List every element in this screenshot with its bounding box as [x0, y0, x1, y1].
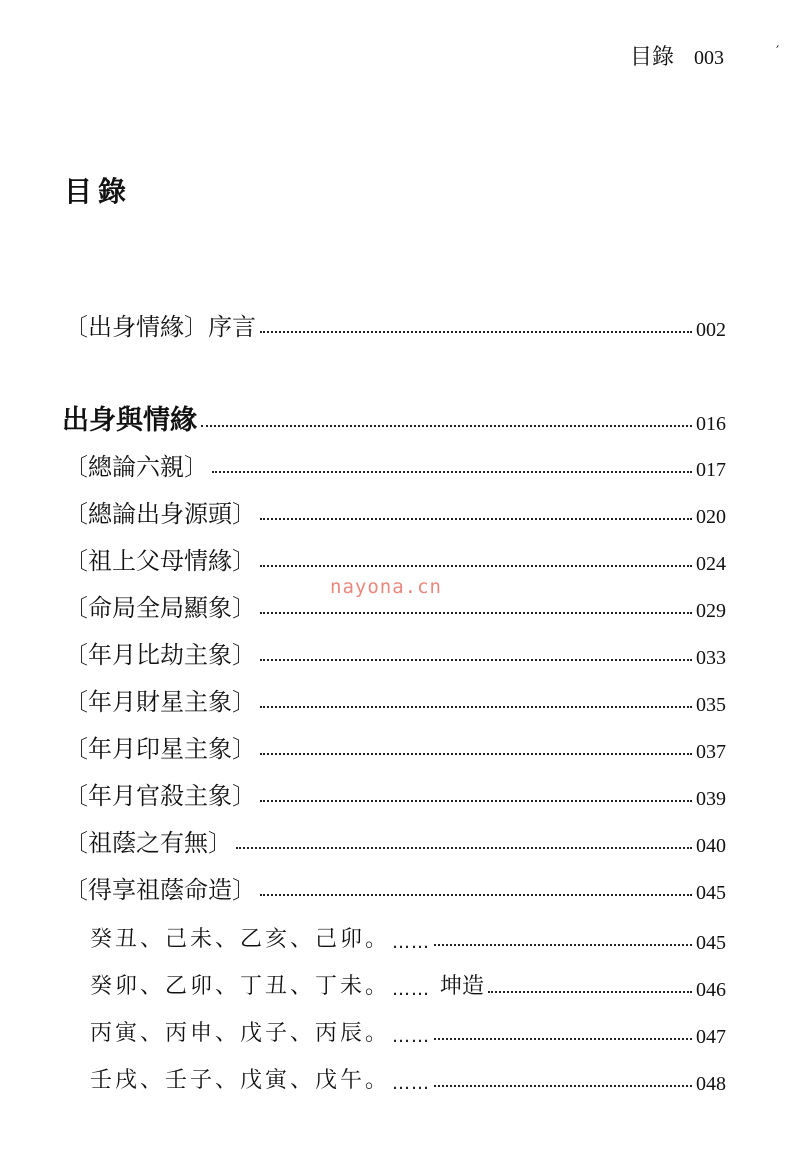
toc-entry-page: 040 [696, 835, 726, 857]
toc-subentry[interactable] [90, 966, 726, 1002]
toc-entry-page: 002 [696, 319, 726, 341]
toc-subentry[interactable] [90, 919, 726, 955]
toc-entry-page: 047 [696, 1026, 726, 1048]
toc-entry-page: 045 [696, 932, 726, 954]
toc-entry-page: 017 [696, 459, 726, 481]
toc-entry-page: 020 [696, 506, 726, 528]
toc-subentry-label: 癸丑、己未、乙亥、己卯。 [90, 927, 391, 952]
ellipsis-leader: …… [392, 1073, 431, 1094]
dot-leader [260, 706, 692, 708]
toc-entry-page: 046 [696, 979, 726, 1001]
dot-leader [434, 944, 692, 946]
dot-leader [260, 753, 692, 755]
toc-entry-section[interactable] [64, 540, 726, 576]
dot-leader [260, 800, 692, 802]
toc-entry-section[interactable] [64, 634, 726, 670]
dot-leader [236, 847, 692, 849]
toc-entry-section[interactable] [64, 728, 726, 764]
toc-entry-preface[interactable] [64, 306, 726, 342]
toc-subentry[interactable] [90, 1013, 726, 1049]
dot-leader [260, 659, 692, 661]
header-title: 目錄 [629, 45, 674, 70]
header-page-number: 003 [694, 47, 724, 69]
dot-leader [260, 518, 692, 520]
toc-entry-section[interactable] [64, 493, 726, 529]
corner-mark: ′ [776, 44, 780, 60]
toc-entry-label: 〔得享祖蔭命造〕 [64, 876, 256, 904]
toc-entry-page: 035 [696, 694, 726, 716]
toc-entry-page: 029 [696, 600, 726, 622]
toc-entry-chapter[interactable] [62, 400, 726, 436]
toc-entry-page: 016 [696, 413, 726, 435]
dot-leader [488, 991, 692, 993]
dot-leader [260, 612, 692, 614]
dot-leader [260, 894, 692, 896]
toc-subentry-suffix: 坤造 [440, 974, 485, 999]
dot-leader [201, 425, 692, 427]
running-header [630, 40, 724, 71]
toc-entry-section[interactable] [64, 775, 726, 811]
toc-entry-page: 037 [696, 741, 726, 763]
dot-leader [260, 565, 692, 567]
toc-entry-page: 048 [696, 1073, 726, 1095]
toc-entry-label: 〔出身情緣〕序言 [64, 313, 256, 341]
toc-entry-label: 〔祖蔭之有無〕 [64, 829, 232, 857]
toc-entry-page: 045 [696, 882, 726, 904]
ellipsis-leader: …… [392, 979, 431, 1000]
dot-leader [260, 331, 692, 333]
ellipsis-leader: …… [392, 1026, 431, 1047]
toc-title: 目錄 [64, 175, 133, 208]
toc-entry-section[interactable] [64, 446, 726, 482]
toc-entry-label: 〔總論出身源頭〕 [64, 500, 256, 528]
toc-subentry-label: 丙寅、丙申、戊子、丙辰。 [90, 1021, 391, 1046]
toc-entry-page: 024 [696, 553, 726, 575]
toc-entry-section[interactable] [64, 822, 726, 858]
toc-subentry-label: 癸卯、乙卯、丁丑、丁未。 [90, 974, 391, 999]
dot-leader [212, 471, 692, 473]
toc-entry-page: 033 [696, 647, 726, 669]
dot-leader [434, 1085, 692, 1087]
toc-entry-label: 〔年月印星主象〕 [64, 735, 256, 763]
toc-entry-section[interactable] [64, 869, 726, 905]
watermark: nayona.cn [330, 576, 442, 598]
toc-chapter-label: 出身與情緣 [62, 405, 197, 436]
toc-subentry-label: 壬戌、壬子、戊寅、戊午。 [90, 1068, 391, 1093]
toc-entry-label: 〔命局全局顯象〕 [64, 594, 256, 622]
toc-entry-label: 〔年月比劫主象〕 [64, 641, 256, 669]
toc-entry-label: 〔祖上父母情緣〕 [64, 547, 256, 575]
toc-entry-page: 039 [696, 788, 726, 810]
toc-entry-label: 〔總論六親〕 [64, 453, 208, 481]
ellipsis-leader: …… [392, 932, 431, 953]
toc-subentry[interactable] [90, 1060, 726, 1096]
toc-entry-label: 〔年月財星主象〕 [64, 688, 256, 716]
dot-leader [434, 1038, 692, 1040]
toc-entry-section[interactable] [64, 681, 726, 717]
toc-entry-label: 〔年月官殺主象〕 [64, 782, 256, 810]
